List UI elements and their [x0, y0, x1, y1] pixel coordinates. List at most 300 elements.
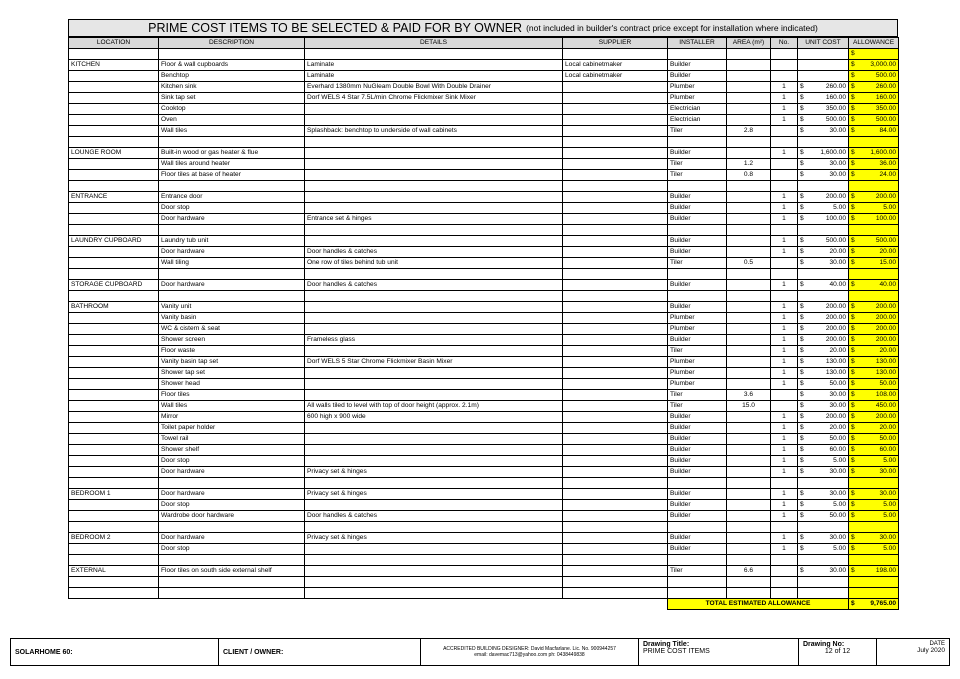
cell-installer: Plumber — [668, 93, 727, 104]
cell-area: 0.5 — [727, 258, 771, 269]
cell-location — [69, 478, 159, 489]
cell-installer: Builder — [668, 148, 727, 159]
cell-details: Laminate — [305, 71, 563, 82]
cell-description: Door stop — [159, 456, 305, 467]
cell-details — [305, 522, 563, 533]
cell-supplier — [563, 555, 668, 566]
table-row-empty — [69, 588, 899, 599]
cell-allowance-currency: $ — [849, 533, 860, 544]
cell-allowance — [860, 49, 899, 60]
cell-area — [727, 379, 771, 390]
cell-installer: Tiler — [668, 159, 727, 170]
cell-area — [727, 236, 771, 247]
cell-description: Cooktop — [159, 104, 305, 115]
cell-no: 1 — [771, 93, 798, 104]
cell-allowance: 200.00 — [860, 324, 899, 335]
cell-area — [727, 522, 771, 533]
cell-allowance: 130.00 — [860, 357, 899, 368]
cell-location — [69, 445, 159, 456]
cell-unit-cost: 200.00 — [809, 324, 849, 335]
cell-description: Door hardware — [159, 247, 305, 258]
cell-allowance — [860, 291, 899, 302]
cell-installer: Plumber — [668, 357, 727, 368]
cell-area — [727, 489, 771, 500]
cell-supplier — [563, 148, 668, 159]
cell-supplier — [563, 192, 668, 203]
cell-location — [69, 170, 159, 181]
cell-details: Dorf WELS 4 Star 7.5L/min Chrome Flickmixer Sink Mixer — [305, 93, 563, 104]
cell-location: BEDROOM 1 — [69, 489, 159, 500]
cell-unit-cost — [809, 71, 849, 82]
cell-location: LOUNGE ROOM — [69, 148, 159, 159]
cell-unit-cost: 50.00 — [809, 379, 849, 390]
cell-area — [727, 203, 771, 214]
table-row — [69, 335, 899, 346]
cell-supplier: Local cabinetmaker — [563, 71, 668, 82]
cell-location: BATHROOM — [69, 302, 159, 313]
cell-unit-cost: 20.00 — [809, 247, 849, 258]
sheet-title — [68, 19, 898, 37]
cell-location: BEDROOM 2 — [69, 533, 159, 544]
cell-area — [727, 104, 771, 115]
cell-allowance-currency — [849, 588, 860, 599]
title-block-client — [219, 639, 421, 665]
cell-unit-cost: 30.00 — [809, 467, 849, 478]
cell-description: Wall tiles — [159, 401, 305, 412]
cell-no — [771, 181, 798, 192]
table-row — [69, 566, 899, 577]
cell-area — [727, 423, 771, 434]
cell-description — [159, 137, 305, 148]
cell-supplier — [563, 511, 668, 522]
table-row-empty — [69, 137, 899, 148]
cell-unit-cost: 40.00 — [809, 280, 849, 291]
cell-details — [305, 478, 563, 489]
table-row — [69, 115, 899, 126]
table-row — [69, 170, 899, 181]
cell-unit-cost — [809, 478, 849, 489]
cell-area — [727, 324, 771, 335]
cell-unit-cost-currency: $ — [798, 203, 809, 214]
cell-supplier — [563, 577, 668, 588]
cell-unit-cost-currency: $ — [798, 159, 809, 170]
cell-area — [727, 346, 771, 357]
cell-description: Entrance door — [159, 192, 305, 203]
cell-description: Wardrobe door hardware — [159, 511, 305, 522]
cell-allowance: 500.00 — [860, 115, 899, 126]
cell-allowance-currency: $ — [849, 324, 860, 335]
cell-supplier — [563, 456, 668, 467]
cell-unit-cost-currency: $ — [798, 445, 809, 456]
cell-description — [159, 478, 305, 489]
cell-allowance: 500.00 — [860, 236, 899, 247]
cell-allowance-currency: $ — [849, 115, 860, 126]
cell-no: 1 — [771, 368, 798, 379]
cell-installer: Builder — [668, 192, 727, 203]
cell-description: Towel rail — [159, 434, 305, 445]
table-row — [69, 60, 899, 71]
cell-location — [69, 500, 159, 511]
cell-details: Frameless glass — [305, 335, 563, 346]
cell-description: WC & cistern & seat — [159, 324, 305, 335]
cell-no: 1 — [771, 346, 798, 357]
cell-supplier — [563, 269, 668, 280]
cell-supplier — [563, 500, 668, 511]
table-row — [69, 434, 899, 445]
table-row — [69, 346, 899, 357]
cell-details — [305, 544, 563, 555]
cell-unit-cost: 200.00 — [809, 335, 849, 346]
table-row-empty — [69, 181, 899, 192]
cell-no — [771, 291, 798, 302]
cell-location — [69, 335, 159, 346]
cell-description: Kitchen sink — [159, 82, 305, 93]
cell-unit-cost — [809, 577, 849, 588]
cell-unit-cost-currency: $ — [798, 214, 809, 225]
cell-details: All walls tiled to level with top of door height (approx. 2.1m) — [305, 401, 563, 412]
table-row — [69, 192, 899, 203]
cell-allowance-currency: $ — [849, 467, 860, 478]
cell-unit-cost: 200.00 — [809, 313, 849, 324]
cell-allowance: 3,000.00 — [860, 60, 899, 71]
cell-allowance: 30.00 — [860, 489, 899, 500]
cell-unit-cost-currency — [798, 71, 809, 82]
cell-details: Privacy set & hinges — [305, 489, 563, 500]
cell-unit-cost-currency: $ — [798, 93, 809, 104]
cell-no — [771, 258, 798, 269]
table-row — [69, 390, 899, 401]
cell-area — [727, 313, 771, 324]
cell-allowance — [860, 269, 899, 280]
cell-allowance: 260.00 — [860, 82, 899, 93]
cell-description: Mirror — [159, 412, 305, 423]
cell-allowance-currency: $ — [849, 247, 860, 258]
cell-supplier — [563, 544, 668, 555]
cell-area — [727, 357, 771, 368]
cell-area — [727, 214, 771, 225]
cell-allowance-currency — [849, 478, 860, 489]
cell-allowance-currency: $ — [849, 346, 860, 357]
cell-area — [727, 478, 771, 489]
cell-unit-cost: 1,600.00 — [809, 148, 849, 159]
table-row — [69, 467, 899, 478]
cell-unit-cost — [809, 137, 849, 148]
sheet-title-note: (not included in builder's contract price except for installation where indicated) — [526, 23, 818, 33]
cell-details: Door handles & catches — [305, 511, 563, 522]
cell-allowance: 36.00 — [860, 159, 899, 170]
cell-location: STORAGE CUPBOARD — [69, 280, 159, 291]
cell-allowance: 450.00 — [860, 401, 899, 412]
cell-details — [305, 379, 563, 390]
table-row-empty — [69, 291, 899, 302]
cell-allowance-currency: $ — [849, 258, 860, 269]
cell-allowance-currency: $ — [849, 203, 860, 214]
cell-area — [727, 192, 771, 203]
cell-unit-cost — [809, 49, 849, 60]
cell-supplier — [563, 291, 668, 302]
table-row — [69, 423, 899, 434]
cell-unit-cost — [809, 60, 849, 71]
cell-area — [727, 544, 771, 555]
cell-description: Door stop — [159, 544, 305, 555]
cell-description — [159, 181, 305, 192]
cell-unit-cost-currency — [798, 577, 809, 588]
cell-allowance: 350.00 — [860, 104, 899, 115]
table-row-empty — [69, 49, 899, 60]
cell-allowance-currency: $ — [849, 236, 860, 247]
cell-allowance-currency: $ — [849, 82, 860, 93]
cell-unit-cost: 30.00 — [809, 390, 849, 401]
cell-unit-cost: 50.00 — [809, 434, 849, 445]
cell-allowance: 1,600.00 — [860, 148, 899, 159]
cell-supplier — [563, 104, 668, 115]
cell-details: Dorf WELS 5 Star Chrome Flickmixer Basin Mixer — [305, 357, 563, 368]
cell-no — [771, 137, 798, 148]
cell-unit-cost: 30.00 — [809, 533, 849, 544]
cell-supplier — [563, 489, 668, 500]
cell-unit-cost-currency: $ — [798, 357, 809, 368]
cell-unit-cost-currency — [798, 181, 809, 192]
cell-details — [305, 423, 563, 434]
cell-details — [305, 236, 563, 247]
cell-allowance-currency: $ — [849, 192, 860, 203]
designer-line-1: ACCREDITED BUILDING DESIGNER: David Macfarlane. Lic. No. 900944257 — [443, 646, 616, 652]
cell-description: Vanity basin — [159, 313, 305, 324]
cell-location — [69, 522, 159, 533]
cell-unit-cost: 30.00 — [809, 170, 849, 181]
cell-details — [305, 115, 563, 126]
cell-no — [771, 170, 798, 181]
cell-location — [69, 247, 159, 258]
cell-unit-cost: 160.00 — [809, 93, 849, 104]
total-row — [69, 599, 899, 610]
project-name: SOLARHOME 60: — [15, 649, 73, 656]
cell-allowance-currency: $ — [849, 434, 860, 445]
cell-unit-cost-currency: $ — [798, 324, 809, 335]
cell-no — [771, 522, 798, 533]
cell-allowance: 40.00 — [860, 280, 899, 291]
cell-details: Door handles & catches — [305, 247, 563, 258]
cell-unit-cost: 500.00 — [809, 115, 849, 126]
cell-allowance-currency: $ — [849, 49, 860, 60]
cell-location — [69, 313, 159, 324]
cell-no: 1 — [771, 544, 798, 555]
cell-no — [771, 126, 798, 137]
table-row-empty — [69, 269, 899, 280]
cell-allowance-currency: $ — [849, 60, 860, 71]
cell-area: 0.8 — [727, 170, 771, 181]
cell-installer: Builder — [668, 71, 727, 82]
cell-no: 1 — [771, 247, 798, 258]
cell-allowance-currency — [849, 522, 860, 533]
cell-location — [69, 357, 159, 368]
cell-area — [727, 49, 771, 60]
cell-no: 1 — [771, 324, 798, 335]
cell-unit-cost: 30.00 — [809, 258, 849, 269]
cell-installer — [668, 588, 727, 599]
cell-area: 2.8 — [727, 126, 771, 137]
table-row — [69, 258, 899, 269]
cell-allowance-currency — [849, 555, 860, 566]
title-block-drawing-title — [639, 639, 799, 665]
cell-details — [305, 269, 563, 280]
cell-area — [727, 291, 771, 302]
cell-installer — [668, 181, 727, 192]
cell-unit-cost: 5.00 — [809, 544, 849, 555]
cell-area — [727, 412, 771, 423]
cell-details — [305, 302, 563, 313]
cell-installer — [668, 522, 727, 533]
cell-area — [727, 500, 771, 511]
cell-unit-cost-currency: $ — [798, 148, 809, 159]
cell-installer — [668, 225, 727, 236]
cell-allowance: 200.00 — [860, 335, 899, 346]
cell-unit-cost: 350.00 — [809, 104, 849, 115]
cell-description: Door hardware — [159, 533, 305, 544]
cell-allowance — [860, 181, 899, 192]
cell-allowance — [860, 137, 899, 148]
cell-installer — [668, 555, 727, 566]
table-row — [69, 544, 899, 555]
cell-area — [727, 93, 771, 104]
header-details: DETAILS — [305, 38, 563, 49]
table-row — [69, 71, 899, 82]
cell-unit-cost-currency: $ — [798, 335, 809, 346]
cell-no: 1 — [771, 214, 798, 225]
cell-installer: Builder — [668, 511, 727, 522]
cell-no: 1 — [771, 500, 798, 511]
cell-allowance: 5.00 — [860, 544, 899, 555]
cell-unit-cost-currency: $ — [798, 390, 809, 401]
cell-allowance-currency: $ — [849, 412, 860, 423]
cell-supplier — [563, 324, 668, 335]
cell-area — [727, 137, 771, 148]
cell-allowance: 200.00 — [860, 302, 899, 313]
cell-area: 1.2 — [727, 159, 771, 170]
cell-supplier — [563, 82, 668, 93]
cell-description: Shower head — [159, 379, 305, 390]
cell-allowance: 24.00 — [860, 170, 899, 181]
cell-no: 1 — [771, 357, 798, 368]
cell-unit-cost-currency: $ — [798, 280, 809, 291]
cell-allowance-currency: $ — [849, 148, 860, 159]
cell-allowance — [860, 555, 899, 566]
cell-unit-cost-currency — [798, 588, 809, 599]
cell-description: Door hardware — [159, 214, 305, 225]
cell-no — [771, 269, 798, 280]
cell-allowance-currency — [849, 137, 860, 148]
cell-location: KITCHEN — [69, 60, 159, 71]
table-row — [69, 412, 899, 423]
cell-installer: Builder — [668, 335, 727, 346]
cell-supplier — [563, 137, 668, 148]
cell-unit-cost-currency — [798, 269, 809, 280]
cell-supplier — [563, 434, 668, 445]
table-row — [69, 247, 899, 258]
cell-location — [69, 379, 159, 390]
cell-allowance: 20.00 — [860, 346, 899, 357]
cell-unit-cost — [809, 181, 849, 192]
cell-area — [727, 280, 771, 291]
cell-supplier — [563, 412, 668, 423]
cell-details: Entrance set & hinges — [305, 214, 563, 225]
cell-allowance: 60.00 — [860, 445, 899, 456]
cell-no — [771, 49, 798, 60]
cell-unit-cost-currency: $ — [798, 313, 809, 324]
cell-installer: Builder — [668, 247, 727, 258]
cell-supplier — [563, 93, 668, 104]
cell-installer: Builder — [668, 500, 727, 511]
cell-details — [305, 390, 563, 401]
cell-unit-cost-currency: $ — [798, 511, 809, 522]
table-body — [69, 49, 899, 599]
cell-allowance-currency: $ — [849, 71, 860, 82]
cell-supplier — [563, 445, 668, 456]
cell-description — [159, 225, 305, 236]
cell-no — [771, 225, 798, 236]
cell-installer: Tiler — [668, 258, 727, 269]
cell-allowance-currency — [849, 181, 860, 192]
header-unit-cost: UNIT COST — [798, 38, 849, 49]
cell-no: 1 — [771, 412, 798, 423]
cell-installer: Electrician — [668, 104, 727, 115]
cell-allowance: 5.00 — [860, 203, 899, 214]
cell-no: 1 — [771, 423, 798, 434]
cell-unit-cost-currency — [798, 522, 809, 533]
total-spacer — [69, 599, 668, 610]
cell-allowance: 100.00 — [860, 214, 899, 225]
cell-location — [69, 225, 159, 236]
cell-location — [69, 401, 159, 412]
table-row — [69, 93, 899, 104]
cell-allowance — [860, 478, 899, 489]
cell-details — [305, 192, 563, 203]
cell-area: 6.6 — [727, 566, 771, 577]
cell-area — [727, 181, 771, 192]
cell-supplier — [563, 368, 668, 379]
cell-allowance: 500.00 — [860, 71, 899, 82]
cell-allowance — [860, 577, 899, 588]
drawing-title-label: Drawing Title: — [643, 641, 690, 648]
cell-no: 1 — [771, 467, 798, 478]
cell-area — [727, 511, 771, 522]
cell-no: 1 — [771, 192, 798, 203]
cell-description: Door hardware — [159, 280, 305, 291]
cell-allowance: 30.00 — [860, 533, 899, 544]
cell-location — [69, 258, 159, 269]
cell-location — [69, 456, 159, 467]
cell-location: ENTRANCE — [69, 192, 159, 203]
cell-location — [69, 269, 159, 280]
cell-allowance-currency: $ — [849, 93, 860, 104]
cell-location — [69, 577, 159, 588]
cell-unit-cost-currency — [798, 137, 809, 148]
cell-installer: Builder — [668, 434, 727, 445]
cell-installer — [668, 577, 727, 588]
cell-details — [305, 137, 563, 148]
cell-no: 1 — [771, 236, 798, 247]
cell-allowance: 15.00 — [860, 258, 899, 269]
cell-area — [727, 71, 771, 82]
cell-allowance-currency: $ — [849, 302, 860, 313]
cell-area — [727, 269, 771, 280]
cell-unit-cost: 50.00 — [809, 511, 849, 522]
cell-allowance: 200.00 — [860, 313, 899, 324]
cell-details: Everhard 1380mm NuGleam Double Bowl With Double Drainer — [305, 82, 563, 93]
cell-location — [69, 137, 159, 148]
cell-allowance — [860, 588, 899, 599]
cell-details — [305, 588, 563, 599]
